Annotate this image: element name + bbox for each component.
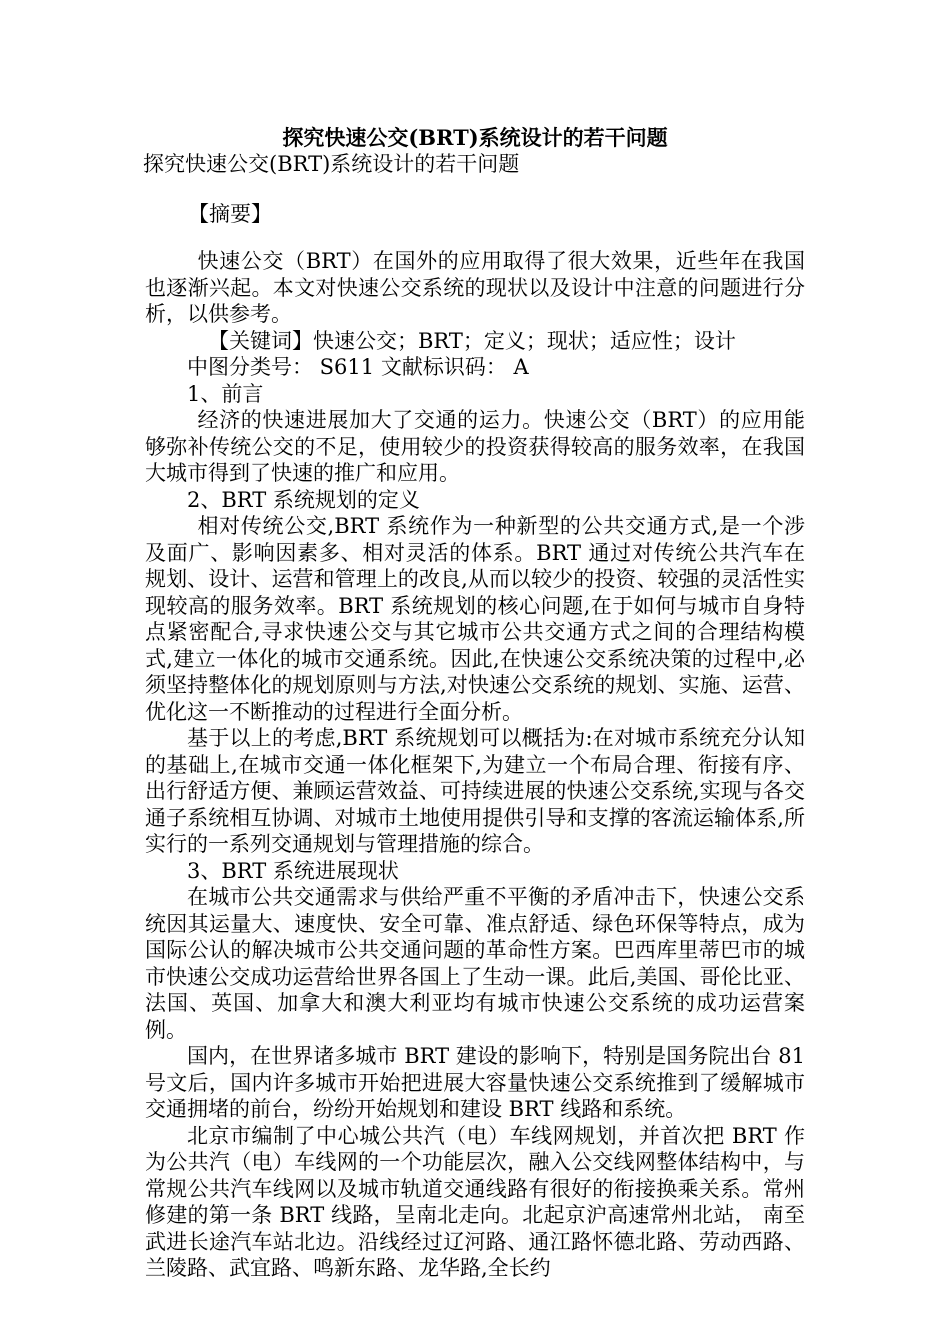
- section-heading: 2、BRT 系统规划的定义: [187, 487, 420, 512]
- paragraph: 经济的快速进展加大了交通的运力。快速公交（BRT）的应用能够弥补传统公交的不足，使用较少的投资获得较高的服务效率，在我国大城市得到了快速的推广和应用。: [145, 408, 805, 485]
- paragraph: 在城市公共交通需求与供给严重不平衡的矛盾冲击下，快速公交系统因其运量大、速度快、安全可靠、准点舒适、绿色环保等特点，成为国际公认的解决城市公共交通问题的革命性方案。巴西库里蒂巴市的城市快速公交成功运营给世界各国上了生动一课。此后,美国、哥伦比亚、法国、英国、加拿大和澳大利亚均有城市快速公交系统的成功运营案例。: [145, 885, 805, 1042]
- keywords: 【关键词】快速公交；BRT；定义；现状；适应性；设计: [208, 328, 736, 353]
- document-subtitle: 探究快速公交(BRT)系统设计的若干问题: [143, 152, 520, 176]
- abstract-text: 快速公交（BRT）在国外的应用取得了很大效果，近些年在我国也逐渐兴起。本文对快速公交系统的现状以及设计中注意的问题进行分析，以供参考。: [145, 249, 805, 326]
- classification-code: 中图分类号： S611 文献标识码： A: [187, 355, 529, 379]
- paragraph: 国内，在世界诸多城市 BRT 建设的影响下，特别是国务院出台 81 号文后，国内许多城市开始把进展大容量快速公交系统推到了缓解城市交通拥堵的前台，纷纷开始规划和建设 BRT 线路和系统。: [145, 1044, 805, 1121]
- document-title: 探究快速公交(BRT)系统设计的若干问题: [282, 125, 668, 150]
- paragraph: 相对传统公交,BRT 系统作为一种新型的公共交通方式,是一个涉及面广、影响因素多、相对灵活的体系。BRT 通过对传统公共汽车在规划、设计、运营和管理上的改良,从而以较少的投资、较强的灵活性实现较高的服务效率。BRT 系统规划的核心问题,在于如何与城市自身特点紧密配合,寻求快速公交与其它城市公共交通方式之间的合理结构模式,建立一体化的城市交通系统。因此,在快速公交系统决策的过程中,必须坚持整体化的规划原则与方法,对快速公交系统的规划、实施、运营、优化这一不断推动的过程进行全面分析。: [145, 514, 805, 724]
- paragraph: 基于以上的考虑,BRT 系统规划可以概括为:在对城市系统充分认知的基础上,在城市交通一体化框架下,为建立一个布局合理、衔接有序、出行舒适方便、兼顾运营效益、可持续进展的快速公交系统,实现与各交通子系统相互协调、对城市土地使用提供引导和支撑的客流运输体系,所实行的一系列交通规划与管理措施的综合。: [145, 726, 805, 856]
- document-body: [145, 248, 805, 1282]
- section-heading: 3、BRT 系统进展现状: [187, 858, 399, 883]
- section-heading: 1、前言: [187, 381, 264, 406]
- paragraph: 北京市编制了中心城公共汽（电）车线网规划，并首次把 BRT 作为公共汽（电）车线网的一个功能层次，融入公交线网整体结构中，与常规公共汽车线网以及城市轨道交通线路有很好的衔接换乘关系。常州修建的第一条 BRT 线路，呈南北走向。北起京沪高速常州北站， 南至武进长途汽车站北边。沿线经过辽河路、通江路怀德北路、劳动西路、兰陵路、武宜路、鸣新东路、龙华路,全长约: [145, 1123, 805, 1280]
- abstract-label: 【摘要】: [188, 202, 272, 226]
